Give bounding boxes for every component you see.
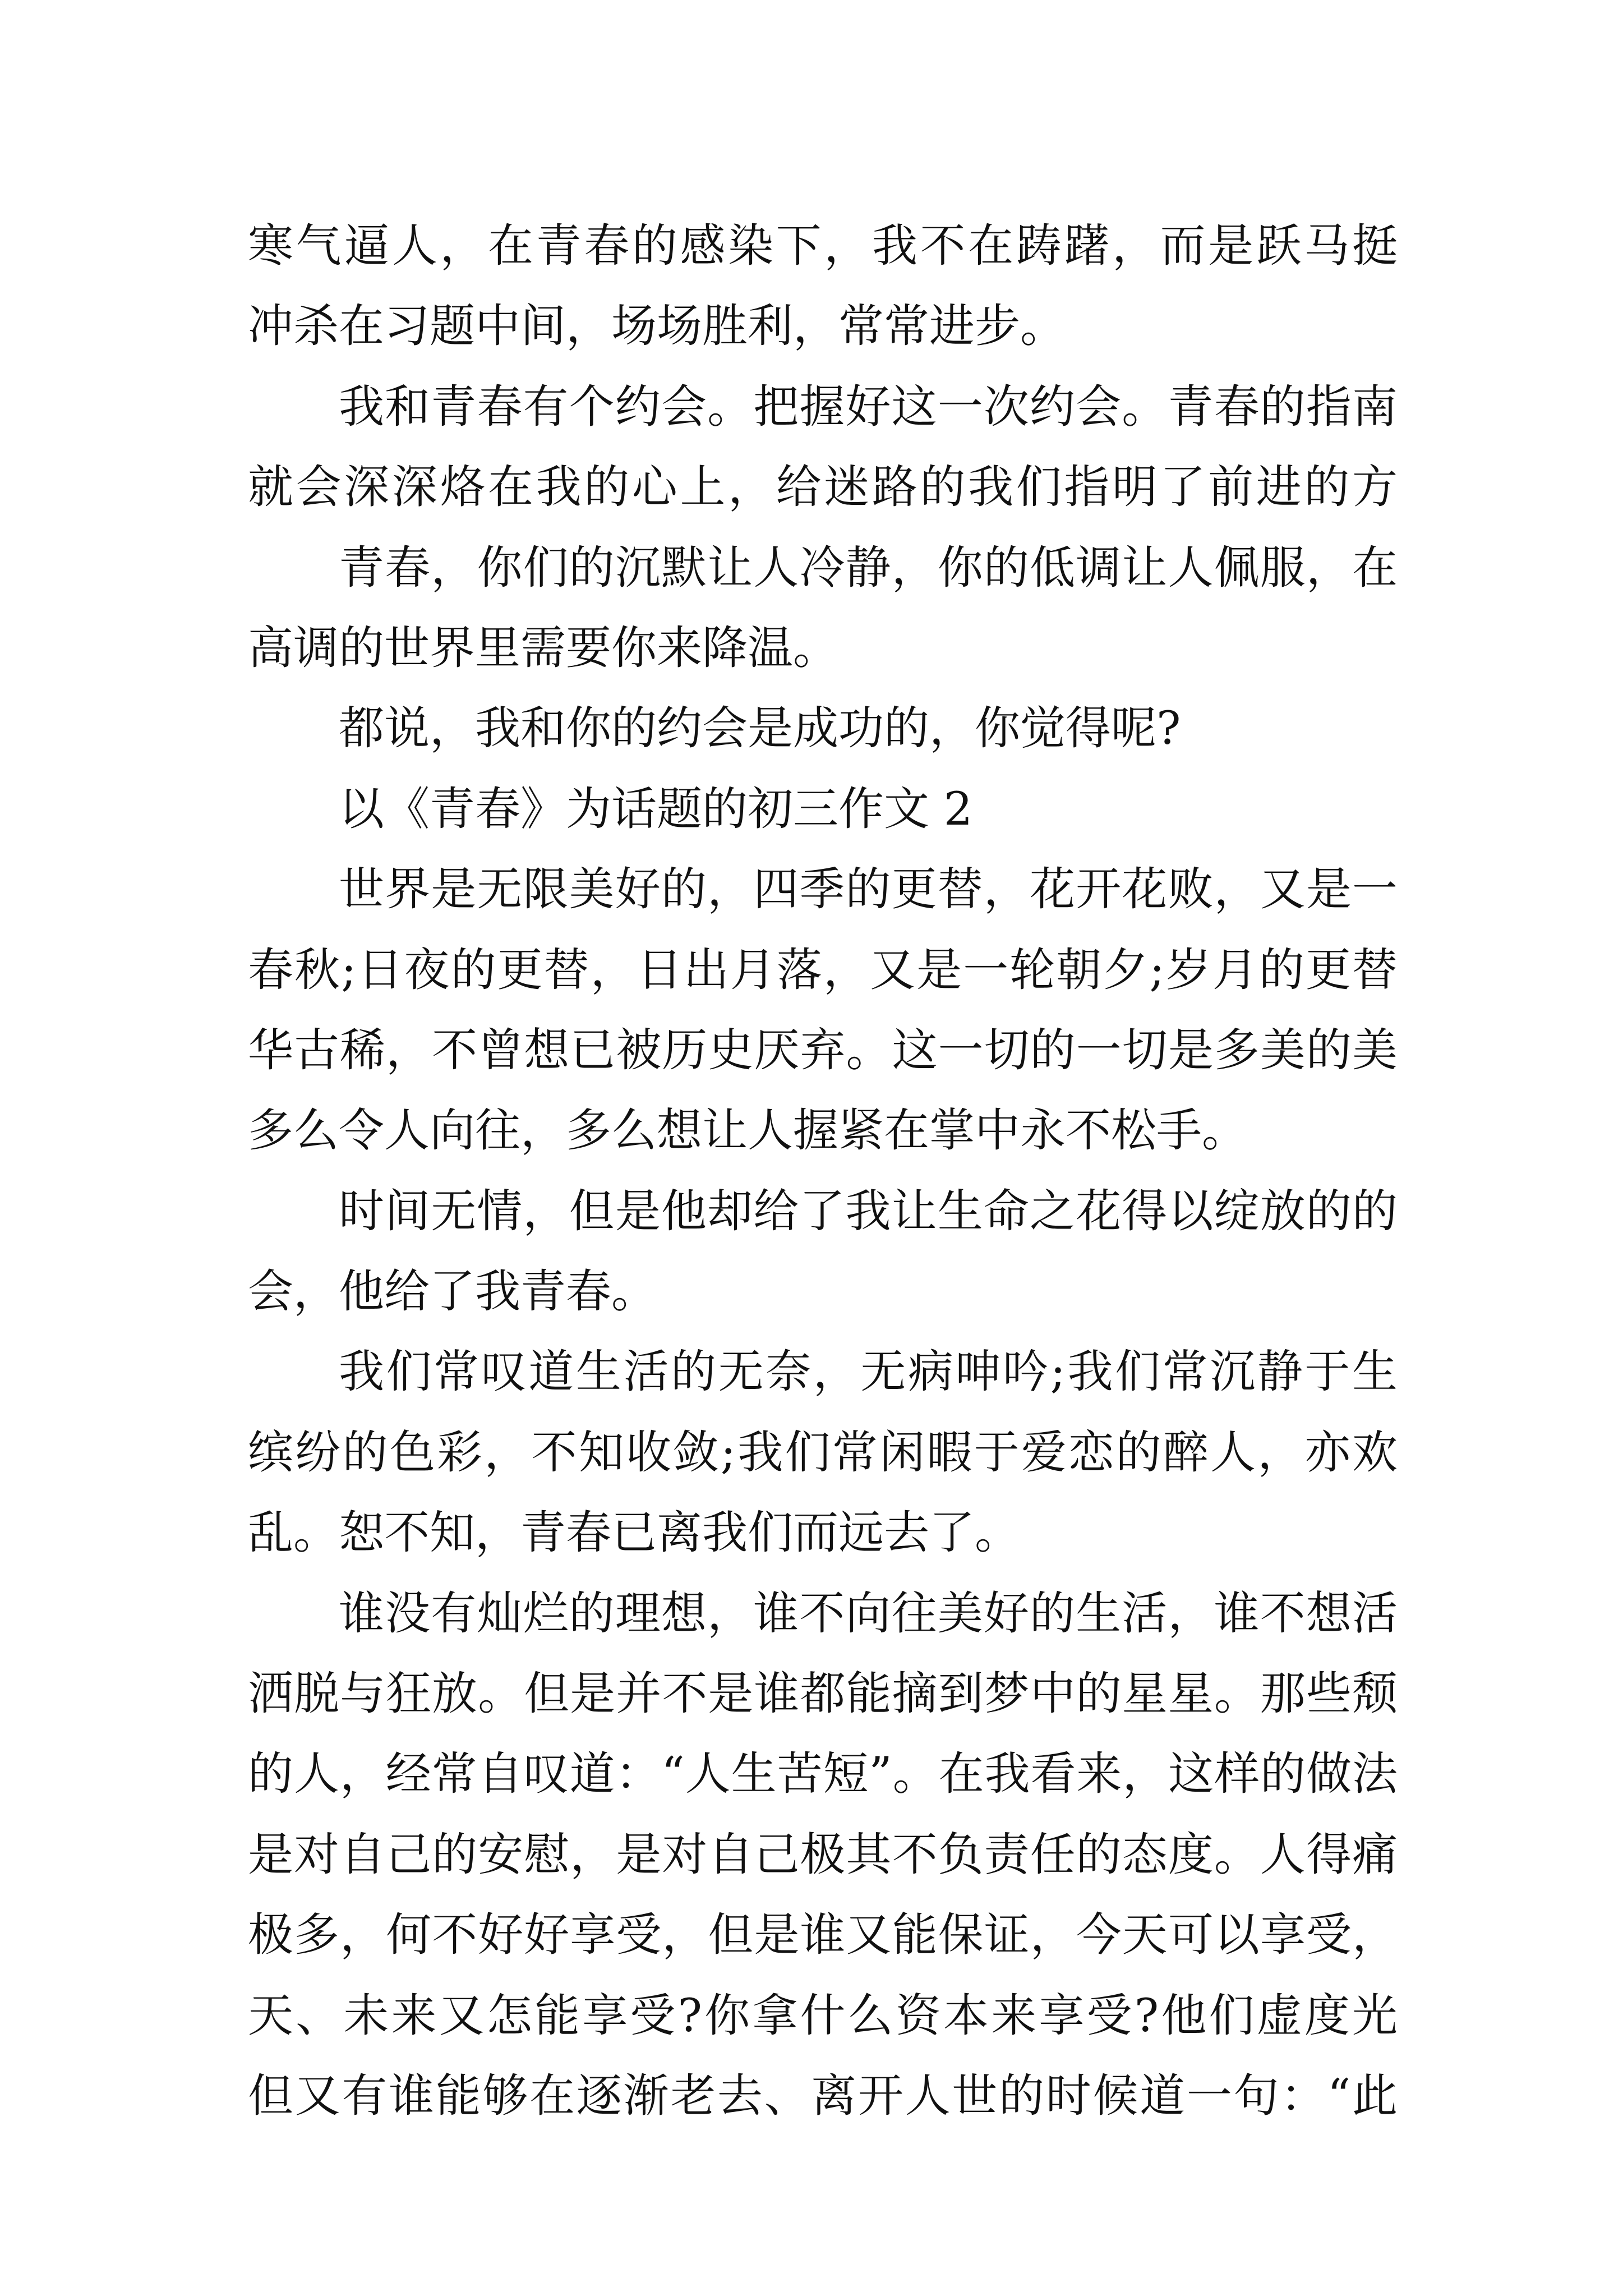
text-line: 高调的世界里需要你来降温。 (248, 622, 839, 675)
text-line: 的人，经常自叹道：“人生苦短”。在我看来，这样的做法 (248, 1748, 1398, 1801)
text-line: 冲杀在习题中间，场场胜利，常常进步。 (248, 300, 1066, 353)
text-line: 就会深深烙在我的心上，给迷路的我们指明了前进的方 (248, 461, 1398, 514)
text-line: 都说，我和你的约会是成功的，你觉得呢? (339, 702, 1181, 756)
essay-body (248, 206, 1398, 2137)
essay-subtitle: 以《青春》为话题的初三作文 2 (339, 783, 973, 836)
text-line: 时间无情，但是他却给了我让生命之花得以绽放的的 (339, 1185, 1398, 1238)
text-line: 春秋;日夜的更替，日出月落，又是一轮朝夕;岁月的更替 (248, 944, 1398, 997)
text-line: 多么令人向往，多么想让人握紧在掌中永不松手。 (248, 1105, 1248, 1158)
text-line: 乱。恕不知，青春已离我们而远去了。 (248, 1507, 1021, 1560)
text-line: 青春，你们的沉默让人冷静，你的低调让人佩服，在 (339, 541, 1398, 595)
text-line: 但又有谁能够在逐渐老去、离开人世的时候道一句：“此 (248, 2069, 1398, 2123)
text-line: 寒气逼人，在青春的感染下，我不在踌躇，而是跃马挺 (248, 220, 1398, 273)
text-line: 会，他给了我青春。 (248, 1266, 657, 1319)
text-line: 洒脱与狂放。但是并不是谁都能摘到梦中的星星。那些颓 (248, 1668, 1398, 1721)
text-line: 谁没有灿烂的理想，谁不向往美好的生活，谁不想活 (339, 1587, 1398, 1640)
text-line: 我们常叹道生活的无奈，无病呻吟;我们常沉静于生 (339, 1346, 1398, 1399)
text-line: 是对自己的安慰，是对自己极其不负责任的态度。人得痛 (248, 1828, 1398, 1881)
text-line: 我和青春有个约会。把握好这一次约会。青春的指南 (339, 380, 1398, 434)
text-line: 华古稀，不曾想已被历史厌弃。这一切的一切是多美的美 (248, 1024, 1398, 1077)
text-line: 极多，何不好好享受，但是谁又能保证，今天可以享受， (248, 1909, 1398, 1962)
text-line: 缤纷的色彩，不知收敛;我们常闲暇于爱恋的醉人，亦欢 (248, 1426, 1398, 1479)
text-line: 天、未来又怎能享受?你拿什么资本来享受?他们虚度光 (248, 1989, 1398, 2042)
text-line: 世界是无限美好的，四季的更替，花开花败，又是一 (339, 863, 1398, 917)
